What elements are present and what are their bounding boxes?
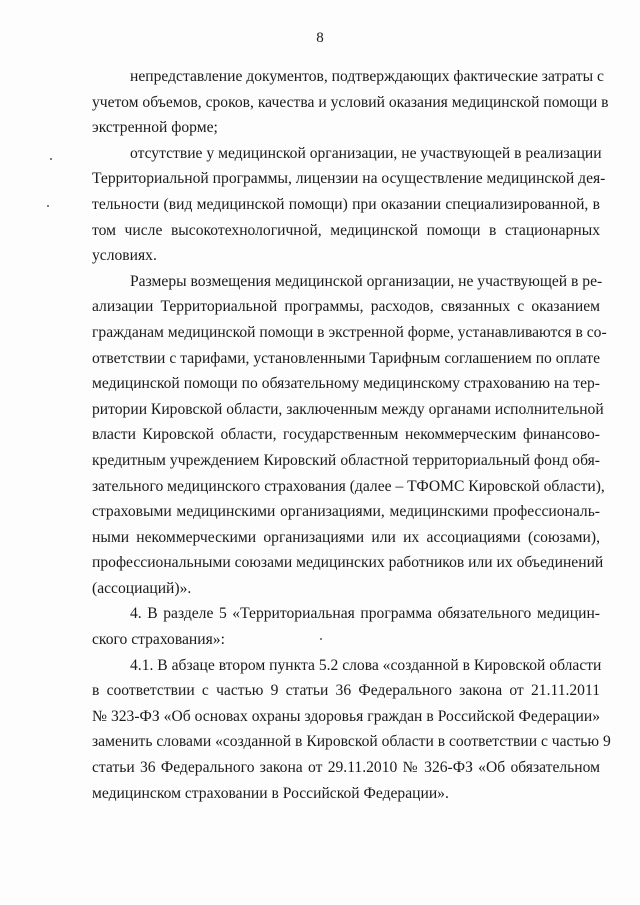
scan-speck bbox=[320, 638, 322, 640]
text-line: том числе высокотехнологичной, медицинской помощи в стационарных bbox=[92, 221, 600, 239]
text-line: ского страхования»: bbox=[92, 631, 225, 649]
paragraph bbox=[92, 601, 600, 652]
text-line: статьи 36 Федерального закона от 29.11.2010 № 326-ФЗ «Об обязательном bbox=[92, 759, 600, 777]
scan-speck bbox=[47, 205, 49, 207]
text-line: кредитным учреждением Кировский областной территориальный фонд обя- bbox=[92, 451, 600, 469]
scan-speck bbox=[50, 158, 52, 160]
paragraph bbox=[92, 269, 607, 602]
text-line: ализации Территориальной программы, расходов, связанных с оказанием bbox=[92, 298, 600, 316]
text-line: Размеры возмещения медицинской организации, не участвующей в ре- bbox=[130, 272, 603, 290]
text-line: ответствии с тарифами, установленными Тарифным соглашением по оплате bbox=[92, 349, 600, 367]
text-line: отсутствие у медицинской организации, не участвующей в реализации bbox=[130, 144, 602, 162]
page-number: 8 bbox=[316, 30, 324, 46]
paragraph bbox=[92, 653, 611, 807]
text-line: ными некоммерческими организациями или их ассоциациями (союзами), bbox=[92, 528, 600, 546]
text-line: № 323-ФЗ «Об основах охраны здоровья граждан в Российской Федерации» bbox=[92, 707, 600, 725]
text-line: учетом объемов, сроков, качества и условий оказания медицинской помощи в bbox=[92, 93, 609, 111]
text-line: профессиональными союзами медицинских работников или их объединений bbox=[92, 554, 604, 572]
text-line: власти Кировской области, государственным некоммерческим финансово- bbox=[92, 426, 600, 444]
text-line: условиях. bbox=[92, 247, 157, 265]
text-line: зательного медицинского страхования (далее – ТФОМС Кировской области), bbox=[92, 477, 605, 495]
text-line: 4.1. В абзаце втором пункта 5.2 слова «созданной в Кировской области bbox=[130, 656, 602, 674]
text-line: тельности (вид медицинской помощи) при оказании специализированной, в bbox=[92, 195, 600, 213]
text-line: 4. В разделе 5 «Территориальная программа обязательного медицин- bbox=[130, 605, 600, 623]
text-line: Территориальной программы, лицензии на осуществление медицинской дея- bbox=[92, 170, 606, 188]
text-line: непредставление документов, подтверждающих фактические затраты с bbox=[130, 68, 604, 85]
text-line: страховыми медицинскими организациями, медицинскими профессиональ- bbox=[92, 503, 600, 521]
paragraph bbox=[92, 64, 609, 141]
text-line: экстренной форме; bbox=[92, 119, 218, 137]
text-line: медицинском страховании в Российской Федерации». bbox=[92, 784, 449, 802]
text-line: медицинской помощи по обязательному медицинскому страхованию на тер- bbox=[92, 375, 600, 393]
document-body bbox=[92, 64, 611, 806]
text-line: ритории Кировской области, заключенным между органами исполнительной bbox=[92, 400, 604, 418]
paragraph bbox=[92, 141, 606, 269]
text-line: заменить словами «созданной в Кировской области в соответствии с частью 9 bbox=[92, 733, 611, 751]
text-line: гражданам медицинской помощи в экстренной форме, устанавливаются в со- bbox=[92, 323, 607, 341]
text-line: (ассоциаций)». bbox=[92, 579, 192, 597]
text-line: в соответствии с частью 9 статьи 36 Федерального закона от 21.11.2011 bbox=[92, 682, 600, 700]
